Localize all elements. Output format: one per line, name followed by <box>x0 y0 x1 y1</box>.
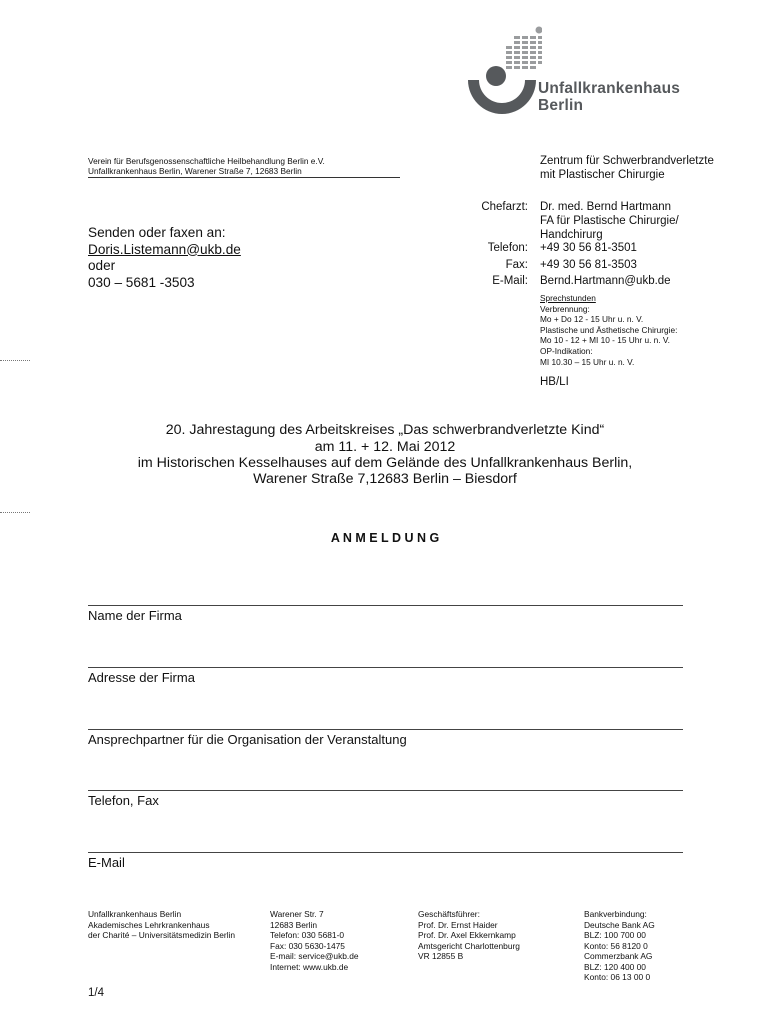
field-label-firma: Name der Firma <box>88 608 182 623</box>
event-line3: im Historischen Kesselhauses auf dem Gelände des Unfallkrankenhaus Berlin, <box>137 455 633 471</box>
contact-block <box>0 200 770 300</box>
office-hours-line: Mo + Do 12 - 15 Uhr u. n. V. <box>540 314 644 325</box>
fax-label: Fax: <box>505 259 528 271</box>
office-hours <box>540 293 677 367</box>
field-line-firma[interactable] <box>88 605 683 606</box>
center-line1: Zentrum für Schwerbrandverletzte <box>540 155 714 167</box>
chefarzt-title: FA für Plastische Chirurgie/ <box>540 215 679 227</box>
event-line1: 20. Jahrestagung des Arbeitskreises „Das schwerbrandverletzte Kind“ <box>165 422 605 438</box>
footer-col-bank: Bankverbindung: Deutsche Bank AG BLZ: 100 700 00 Konto: 56 8120 0 Commerzbank AG BLZ: 120 400 00 Konto: 06 13 00 0 <box>584 909 655 982</box>
field-line-ansprechpartner[interactable] <box>88 729 683 730</box>
recipient-email[interactable]: Doris.Listemann@ukb.de <box>88 241 241 257</box>
field-line-telefon[interactable] <box>88 790 683 791</box>
office-hours-line: Verbrennung: <box>540 303 590 314</box>
fold-mark <box>0 512 30 513</box>
field-label-telefon: Telefon, Fax <box>88 793 159 808</box>
logo-text-line1: Unfallkrankenhaus <box>538 80 681 97</box>
footer-col-contact: Warener Str. 7 12683 Berlin Telefon: 030 5681-0 Fax: 030 5630-1475 E-mail: service@ukb.de Internet: www.ukb.de <box>270 909 359 972</box>
reference: HB/LI <box>540 376 569 388</box>
office-hours-line: OP-Indikation: <box>540 345 593 356</box>
recipient-line3: oder <box>88 258 116 273</box>
field-label-adresse: Adresse der Firma <box>88 670 195 685</box>
footer-col-address: Unfallkrankenhaus Berlin Akademisches Lehrkrankenhaus der Charité – Universitätsmedizin Berlin <box>88 909 236 940</box>
telefon-value: +49 30 56 81-3501 <box>540 242 637 254</box>
chefarzt-name: Dr. med. Bernd Hartmann <box>540 201 672 213</box>
fax-value: +49 30 56 81-3503 <box>540 259 637 271</box>
field-label-ansprechpartner: Ansprechpartner für die Organisation der Veranstaltung <box>88 732 407 747</box>
sender-line2: Unfallkrankenhaus Berlin, Warener Straße 7, 12683 Berlin <box>88 166 302 176</box>
recipient-fax: 030 – 5681 -3503 <box>88 274 195 290</box>
chefarzt-title2: Handchirurg <box>540 229 603 241</box>
chefarzt-label: Chefarzt: <box>481 201 528 213</box>
event-line4: Warener Straße 7,12683 Berlin – Biesdorf <box>253 471 517 487</box>
center-line2: mit Plastischer Chirurgie <box>540 169 665 181</box>
email-label: E-Mail: <box>492 275 528 287</box>
logo <box>462 22 692 118</box>
ukb-logo-icon <box>462 22 542 118</box>
office-hours-line: Mo 10 - 12 + MI 10 - 15 Uhr u. n. V. <box>540 335 670 346</box>
event-line2: am 11. + 12. Mai 2012 <box>314 439 456 455</box>
email-value[interactable]: Bernd.Hartmann@ukb.de <box>540 275 671 287</box>
field-line-email[interactable] <box>88 852 683 853</box>
fold-mark <box>0 360 30 361</box>
sender-line1: Verein für Berufsgenossenschaftliche Heilbehandlung Berlin e.V. <box>88 156 325 166</box>
telefon-label: Telefon: <box>487 242 528 254</box>
footer-col-management: Geschäftsführer: Prof. Dr. Ernst Haider Prof. Dr. Axel Ekkernkamp Amtsgericht Charlottenburg VR 12855 B <box>418 909 520 961</box>
office-hours-line: Plastische und Ästhetische Chirurgie: <box>540 324 678 335</box>
office-hours-heading: Sprechstunden <box>540 293 596 303</box>
form-title: A N M E L D U N G <box>330 531 440 545</box>
sender-divider <box>88 177 400 178</box>
field-label-email: E-Mail <box>88 855 125 870</box>
field-line-adresse[interactable] <box>88 667 683 668</box>
logo-text-line2: Berlin <box>538 97 584 114</box>
office-hours-line: MI 10.30 – 15 Uhr u. n. V. <box>540 356 635 367</box>
page-number: 1/4 <box>88 987 104 999</box>
recipient-line1: Senden oder faxen an: <box>88 225 226 240</box>
